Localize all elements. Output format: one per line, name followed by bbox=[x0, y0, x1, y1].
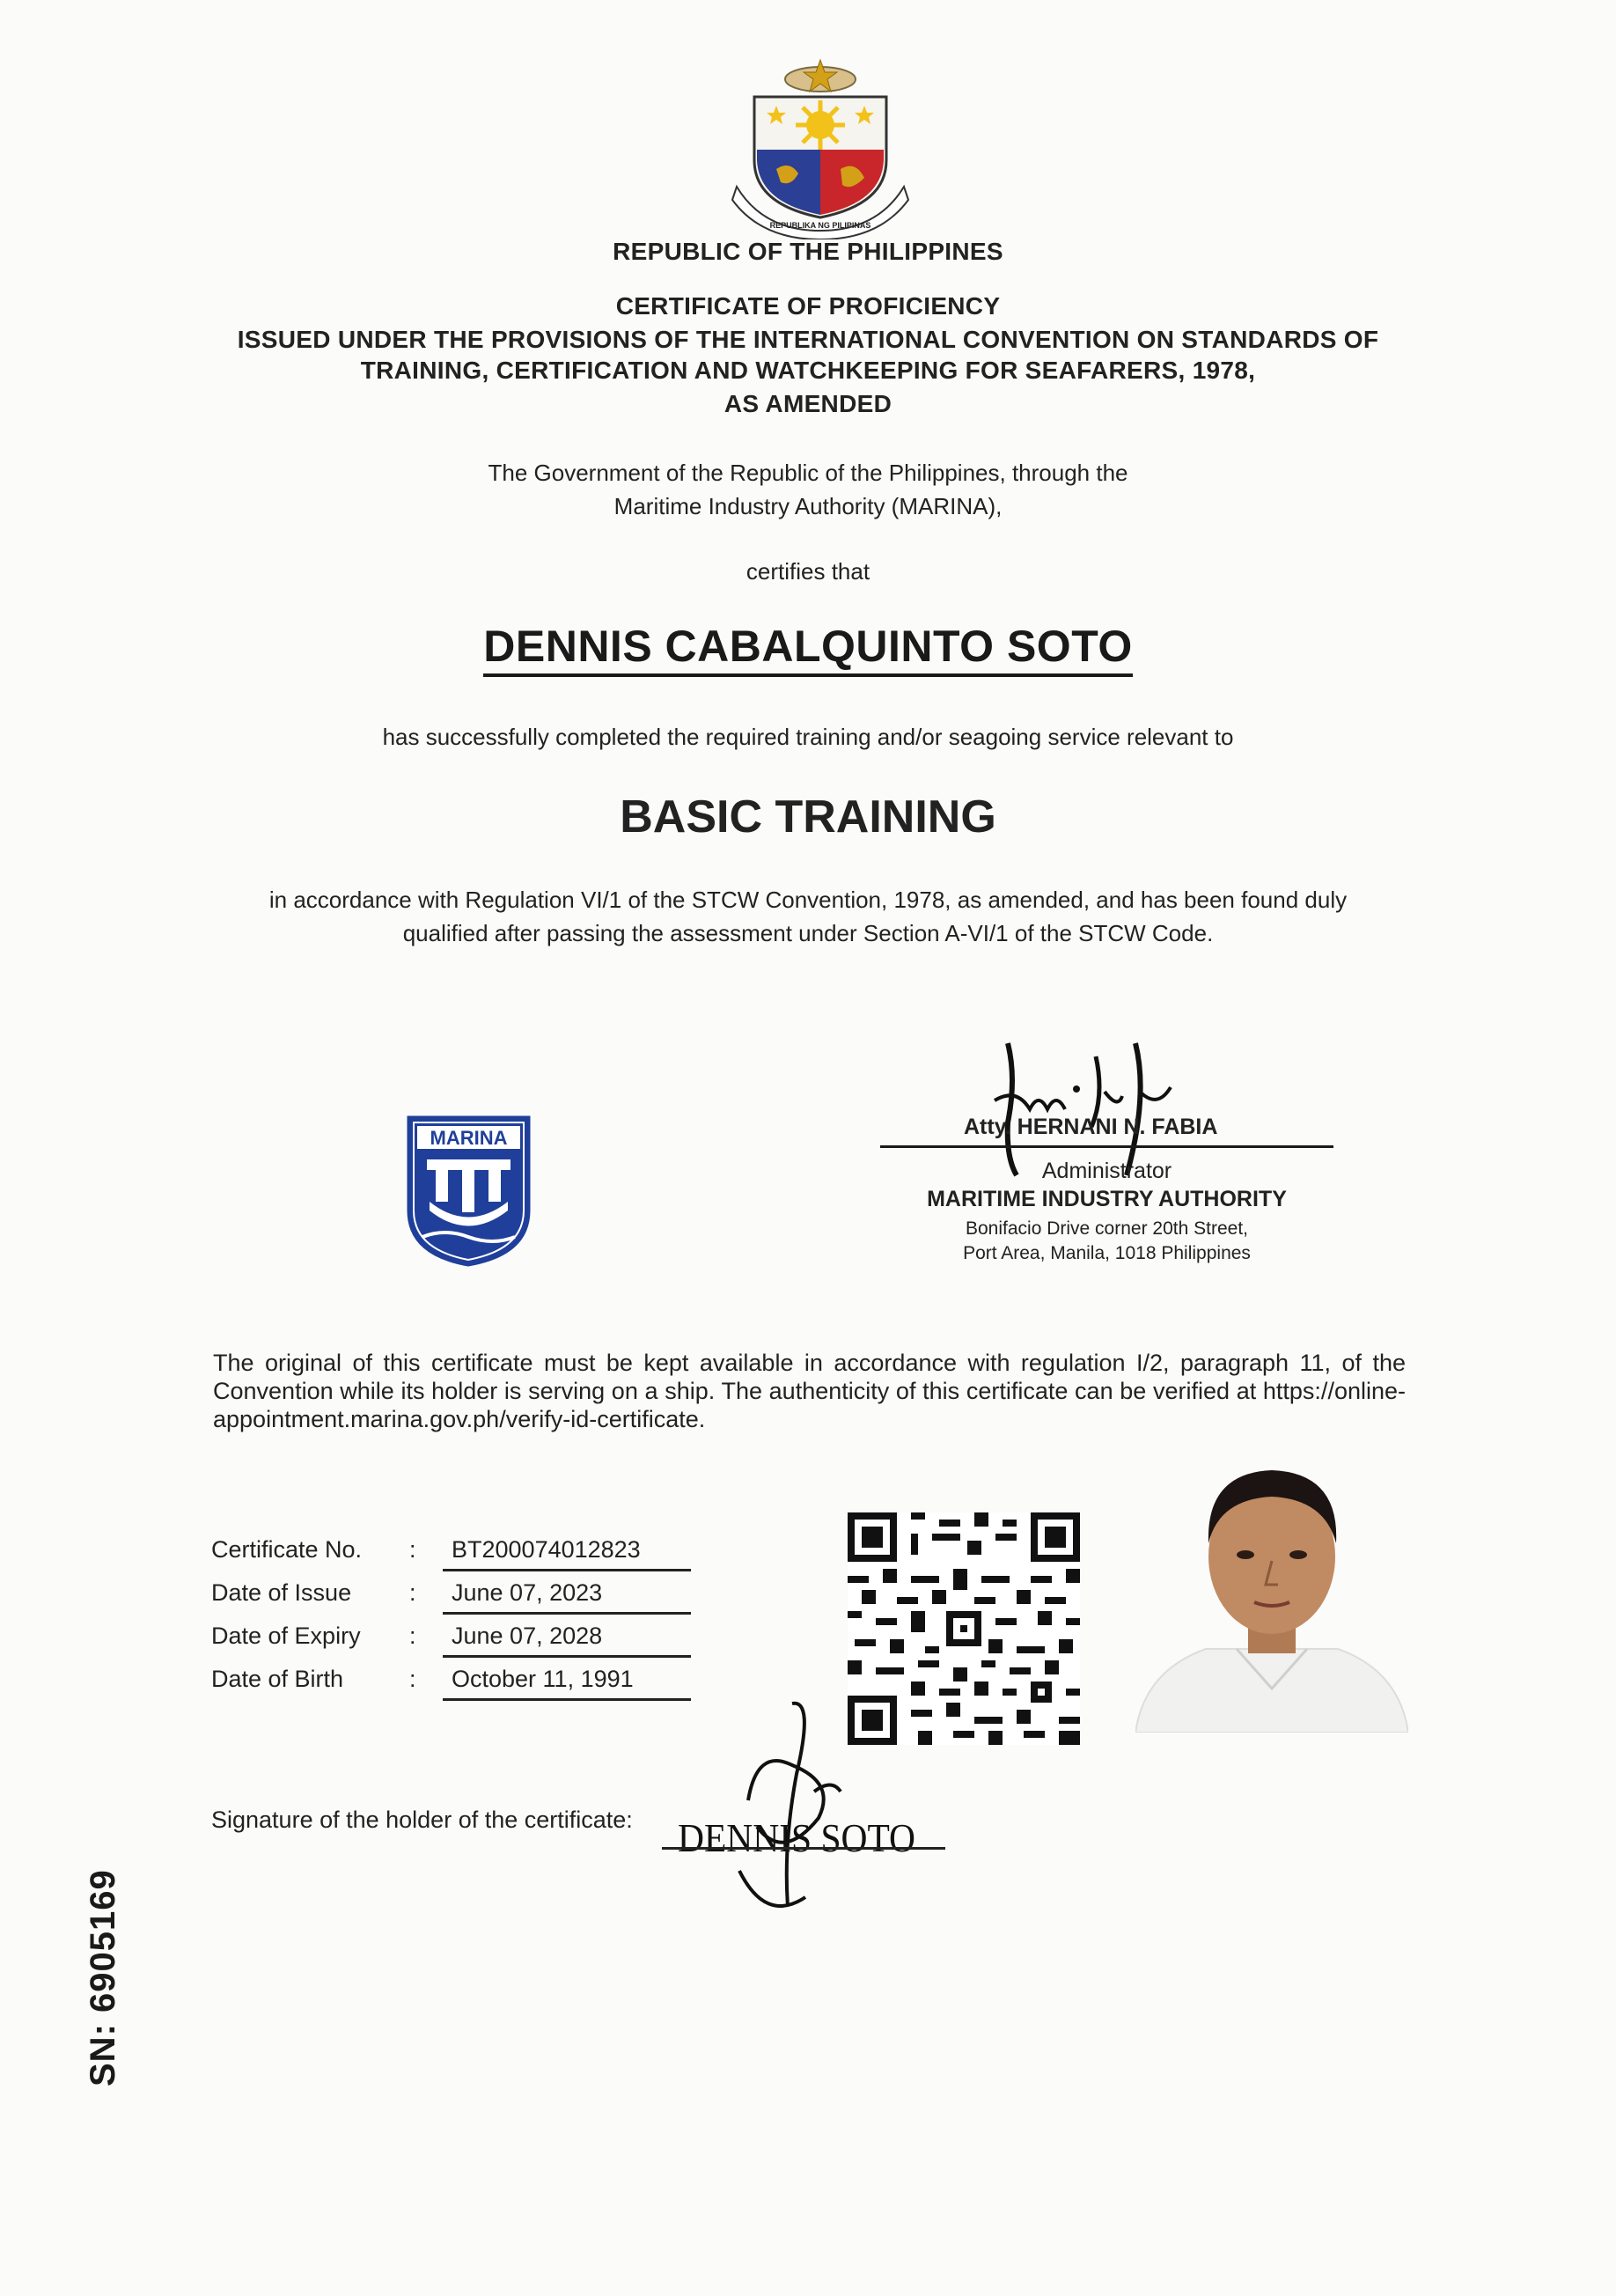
date-of-expiry-colon: : bbox=[409, 1623, 416, 1649]
administrator-name: Atty. HERNANI N. FABIA bbox=[964, 1115, 1218, 1139]
republic-heading: REPUBLIC OF THE PHILIPPINES bbox=[613, 238, 1003, 265]
issued-under-line-3: AS AMENDED bbox=[724, 390, 892, 417]
date-of-issue-value: June 07, 2023 bbox=[443, 1579, 691, 1615]
government-line-1: The Government of the Republic of the Philippines, through the bbox=[488, 460, 1128, 486]
seal-ribbon-text: REPUBLIKA NG PILIPINAS bbox=[769, 221, 871, 230]
administrator-organization: MARITIME INDUSTRY AUTHORITY bbox=[927, 1187, 1287, 1211]
marina-logo-text: MARINA bbox=[430, 1127, 508, 1149]
administrator-address-1: Bonifacio Drive corner 20th Street, bbox=[966, 1218, 1248, 1239]
date-of-expiry-value: June 07, 2028 bbox=[443, 1623, 691, 1658]
date-of-birth-colon: : bbox=[409, 1666, 416, 1692]
certificate-number-label: Certificate No. bbox=[211, 1536, 363, 1563]
holder-name: DENNIS CABALQUINTO SOTO bbox=[483, 621, 1132, 677]
issued-under-line-2: TRAINING, CERTIFICATION AND WATCHKEEPING FOR SEAFARERS, 1978, bbox=[360, 357, 1256, 384]
serial-number: SN: 6905169 bbox=[84, 1869, 122, 2086]
accordance-line-1: in accordance with Regulation VI/1 of the STCW Convention, 1978, as amended, and has been found duly bbox=[268, 887, 1348, 913]
verification-notice: The original of this certificate must be kept available in accordance with regulation I/2, paragraph 11, of the Convention while its holder is serving on a ship. The authenticity of this certificate can be verified at https://online-appointment.marina.gov.ph/verify-id-certificate. bbox=[213, 1350, 1406, 1432]
issued-under-line-1: ISSUED UNDER THE PROVISIONS OF THE INTERNATIONAL CONVENTION ON STANDARDS OF bbox=[237, 326, 1379, 353]
holder-signature-text: DENNIS SOTO bbox=[678, 1815, 915, 1860]
date-of-issue-colon: : bbox=[409, 1579, 416, 1606]
administrator-address-2: Port Area, Manila, 1018 Philippines bbox=[963, 1243, 1251, 1263]
completed-statement: has successfully completed the required training and/or seagoing service relevant to bbox=[382, 724, 1234, 750]
certificate-number-value: BT200074012823 bbox=[443, 1536, 691, 1571]
date-of-birth-label: Date of Birth bbox=[211, 1666, 344, 1692]
philippine-coat-of-arms-seal bbox=[728, 55, 913, 239]
government-line-2: Maritime Industry Authority (MARINA), bbox=[613, 493, 1003, 519]
holder-signature-line bbox=[662, 1847, 945, 1850]
administrator-title: Administrator bbox=[1041, 1159, 1172, 1183]
certifies-that: certifies that bbox=[746, 558, 870, 585]
training-title: BASIC TRAINING bbox=[620, 791, 996, 843]
date-of-birth-value: October 11, 1991 bbox=[443, 1666, 691, 1701]
accordance-line-2: qualified after passing the assessment under Section A-VI/1 of the STCW Code. bbox=[402, 920, 1214, 946]
date-of-issue-label: Date of Issue bbox=[211, 1579, 352, 1606]
holder-signature bbox=[651, 1695, 951, 1924]
certificate-type-heading: CERTIFICATE OF PROFICIENCY bbox=[615, 292, 1001, 320]
date-of-expiry-label: Date of Expiry bbox=[211, 1623, 361, 1649]
holder-signature-label: Signature of the holder of the certificate: bbox=[211, 1807, 633, 1833]
administrator-signature-line bbox=[880, 1145, 1333, 1148]
marina-logo bbox=[405, 1114, 533, 1268]
certificate-number-colon: : bbox=[409, 1536, 416, 1563]
holder-photo bbox=[1135, 1451, 1408, 1733]
